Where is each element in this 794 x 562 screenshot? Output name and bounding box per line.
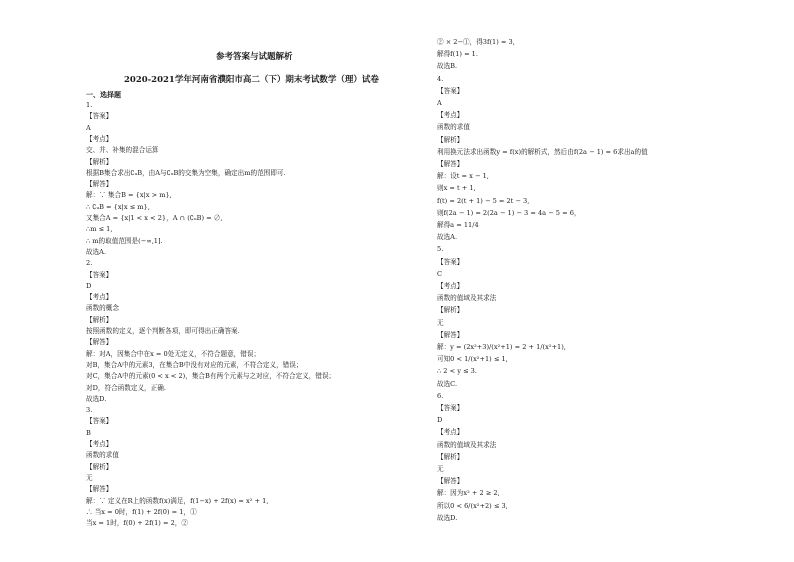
right-text-line: A <box>437 99 442 107</box>
right-text-line: 利用换元法求出函数y = f(x)的解析式，然后由f(2a − 1) = 6求出a的值 <box>437 147 648 156</box>
left-text-line: 解：对A，因集合中在x = 0处无定义，不符合题意，错误； <box>86 349 261 358</box>
right-text-line: 【解答】 <box>437 330 464 339</box>
left-text-line: 按照函数的定义，逐个判断各项，即可得出正确答案. <box>86 327 240 335</box>
left-text-line: ∴ m的取值范围是(−∞,1]. <box>86 236 163 245</box>
right-text-line: 无 <box>437 465 444 473</box>
right-text-line: f(t) = 2(t + 1) − 5 = 2t − 3, <box>437 196 530 205</box>
right-text-line: 6. <box>437 391 444 400</box>
left-text-line: 【答案】 <box>86 417 113 426</box>
right-text-line: D <box>437 416 443 425</box>
right-text-line: 函数的求值 <box>437 123 470 132</box>
right-text-line: 【答案】 <box>437 404 464 412</box>
right-text-line: 可知0 < 1/(x²+1) ≤ 1, <box>437 355 508 364</box>
right-text-line: 故选D. <box>437 513 458 522</box>
right-text-line: ② × 2−①，得3f(1) = 3, <box>437 38 515 46</box>
right-text-line: 【答案】 <box>437 257 464 266</box>
document-title: 参考答案与试题解析 <box>216 52 293 62</box>
left-text-line: 函数的概念 <box>86 304 119 313</box>
left-text-line: 解：∵ 集合B = {x|x > m}, <box>86 191 172 200</box>
right-text-line: 函数的值域及其求法 <box>437 440 497 449</box>
left-text-line: 【解析】 <box>86 462 113 471</box>
right-text-line: 【解答】 <box>437 477 464 486</box>
left-text-line: 函数的求值 <box>86 451 119 460</box>
left-text-line: B <box>86 428 91 437</box>
left-text-line: D <box>86 281 92 290</box>
right-text-line: 4. <box>437 74 444 83</box>
right-text-line: 解：设t = x − 1, <box>437 172 489 181</box>
right-text-line: 则x = t + 1, <box>437 184 476 193</box>
right-text-line: 解：y = (2x²+3)/(x²+1) = 2 + 1/(x²+1), <box>437 343 566 351</box>
right-text-line: 【解答】 <box>437 160 464 168</box>
right-text-line: 解得f(1) = 1. <box>437 50 478 59</box>
left-text-line: 1. <box>86 101 93 109</box>
right-text-line: 则f(2a − 1) = 2(2a − 1) − 3 = 4a − 5 = 6， <box>437 208 581 217</box>
left-text-line: 又集合A = {x|1 < x < 2}，A ∩ (∁ᵤB) = ∅, <box>86 214 223 222</box>
left-text-line: 【考点】 <box>86 440 113 448</box>
right-text-line: 所以0 < 6/(x²+2) ≤ 3, <box>437 501 508 510</box>
right-text-line: 5. <box>437 245 444 254</box>
right-text-line: ∴ 2 < y ≤ 3. <box>437 367 477 376</box>
left-text-line: 3. <box>86 406 93 415</box>
right-text-line: 故选B. <box>437 62 458 71</box>
right-text-line: 【解析】 <box>437 452 464 461</box>
left-text-line: 【考点】 <box>86 134 113 143</box>
left-text-line: ∴m ≤ 1, <box>86 225 113 234</box>
left-text-line: 【解析】 <box>86 157 113 166</box>
left-text-line: 解：∵ 定义在R上的函数f(x)满足，f(1−x) + 2f(x) = x² + 1, <box>86 496 269 505</box>
left-text-line: 当x = 1时，f(0) + 2f(1) = 2，② <box>86 519 188 528</box>
left-text-line: 【解析】 <box>86 315 113 324</box>
left-text-line: 【解答】 <box>86 180 113 189</box>
right-text-line: C <box>437 269 443 278</box>
right-text-line: 【答案】 <box>437 86 464 95</box>
left-text-line: 2. <box>86 259 93 268</box>
left-text-line: 【答案】 <box>86 270 113 279</box>
left-text-line: 故选D. <box>86 394 107 403</box>
right-text-line: 解：因为x² + 2 ≥ 2, <box>437 489 500 498</box>
right-text-line: 解得a = 11/4 <box>437 221 479 229</box>
left-text-line: 对D，符合函数定义，正确. <box>86 383 166 392</box>
right-text-line: 函数的值域及其求法 <box>437 294 497 303</box>
section-heading: 一、选择题 <box>86 90 121 99</box>
right-text-line: 【考点】 <box>437 111 464 120</box>
left-text-line: ∴ ∁ᵤB = {x|x ≤ m}, <box>86 202 150 211</box>
left-text-line: 【答案】 <box>86 112 113 121</box>
left-text-line: 根据B集合求出∁ᵤB，由A与∁ᵤB的交集为空集，确定出m的范围即可. <box>86 168 286 177</box>
right-text-line: 【解析】 <box>437 306 464 315</box>
left-text-line: 无 <box>86 473 93 482</box>
left-text-line: 故选A. <box>86 247 107 256</box>
left-text-line: A <box>86 123 91 132</box>
left-text-line: 【考点】 <box>86 293 113 302</box>
right-text-line: 故选C. <box>437 379 458 388</box>
left-text-line: ∴ 当x = 0时，f(1) + 2f(0) = 1，① <box>86 507 197 516</box>
right-text-line: 【考点】 <box>437 428 464 437</box>
left-text-line: 对B，集合A中的元素3，在集合B中没有对应的元素，不符合定义，错误； <box>86 360 303 369</box>
left-text-line: 交、并、补集的混合运算 <box>86 146 159 155</box>
right-text-line: 故选A. <box>437 233 458 242</box>
left-text-line: 【解答】 <box>86 485 113 494</box>
document-subtitle: 2020-2021学年河南省濮阳市高二（下）期末考试数学（理）试卷 <box>124 75 379 85</box>
right-text-line: 【考点】 <box>437 282 464 290</box>
right-text-line: 无 <box>437 318 444 327</box>
left-text-line: 对C，集合A中的元素(0 < x < 2)，集合B有两个元素与之对应，不符合定义，错误； <box>86 372 336 381</box>
left-text-line: 【解答】 <box>86 338 113 347</box>
right-text-line: 【解析】 <box>437 135 464 144</box>
